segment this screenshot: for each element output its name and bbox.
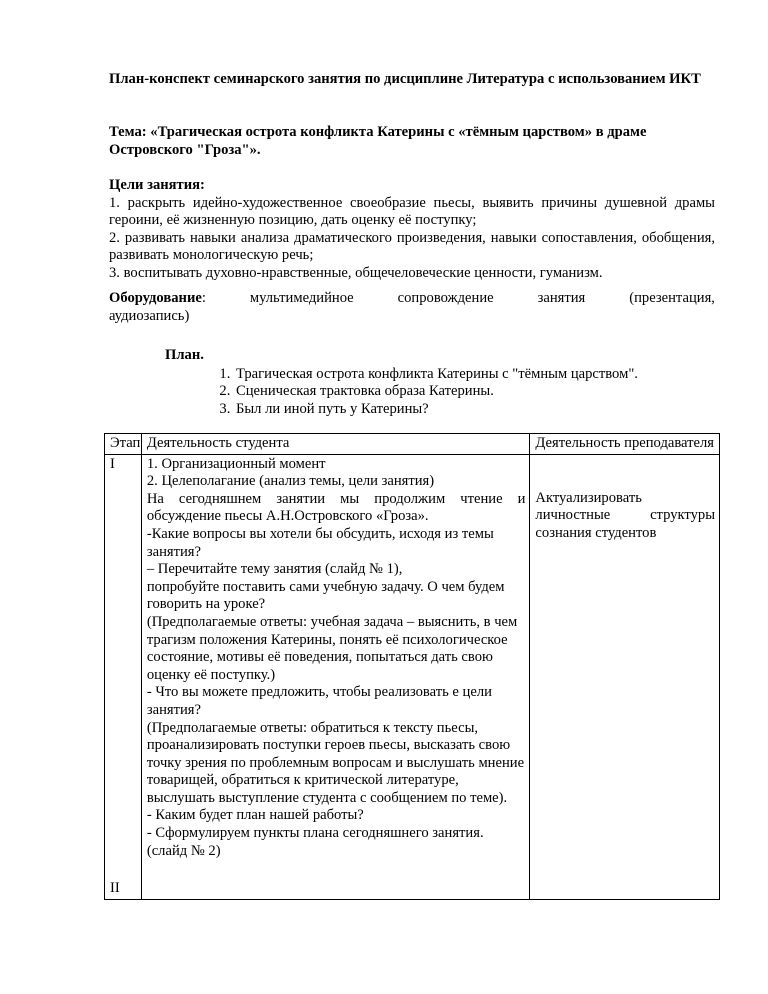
equipment-section [109, 290, 715, 325]
equipment-word: сопровождение [397, 290, 494, 306]
student-line: (Предполагаемые ответы: обратиться к тексту пьесы, проанализировать поступки героев пьесы, высказать свою точку зрения по проблемным вопросам и выслушать мнение товарищей, обратиться к критической литературе, выслушать выступление студента с сообщением по теме). [146, 719, 525, 806]
equipment-word: мультимедийное [249, 290, 354, 306]
student-activity-cell [141, 454, 530, 899]
equipment-word: (презентация, [629, 290, 715, 306]
teacher-activity-text: Актуализировать личностные структуры сознания студентов [535, 489, 715, 541]
goals-section [109, 177, 715, 283]
plan-heading: План. [165, 347, 204, 363]
stage-cell [105, 454, 142, 899]
equipment-label: Оборудование [109, 290, 202, 306]
plan-list [165, 366, 725, 419]
student-line: 2. Целеполагание (анализ темы, цели занятия) [146, 473, 435, 490]
student-line: - Каким будет план нашей работы? [146, 807, 364, 824]
goal-item: 3. воспитывать духовно-нравственные, общечеловеческие ценности, гуманизм. [109, 264, 603, 281]
student-line: - Сформулируем пункты плана сегодняшнего занятия. (слайд № 2) [146, 825, 484, 859]
student-line: - Что вы можете предложить, чтобы реализовать е цели занятия? [146, 684, 492, 718]
student-line: 1. Организационный момент [146, 455, 326, 472]
table-header-row [105, 434, 720, 455]
plan-item: 1. Трагическая острота конфликта Катерины с "тёмным царством". [234, 366, 725, 384]
equipment-line-2: аудиозапись) [109, 307, 190, 324]
stage-2-label: II [110, 880, 120, 897]
equipment-colon: : [201, 290, 206, 306]
student-line: попробуйте поставить сами учебную задачу. О чем будем говорить на уроке? [146, 578, 505, 613]
document-title: План-конспект семинарского занятия по дисциплине Литература с использованием ИКТ [109, 71, 701, 87]
plan-item: 2. Сценическая трактовка образа Катерины. [234, 383, 725, 401]
student-line: (Предполагаемые ответы: учебная задача – выяснить, в чем трагизм положения Катерины, понять её психологическое состояние, мотивы её поведения, попытаться дать свою оценку её поступку.) [146, 613, 518, 683]
lesson-topic: Тема: «Трагическая острота конфликта Катерины с «тёмным царством» в драме Островского "Гроза"». [109, 124, 647, 158]
plan-item: 3. Был ли иной путь у Катерины? [234, 401, 725, 419]
lesson-table [104, 433, 720, 900]
teacher-activity-cell [530, 454, 720, 899]
header-stage: Этап [105, 434, 142, 455]
header-teacher-activity: Деятельность преподавателя [530, 434, 720, 455]
equipment-word: занятия [537, 290, 586, 306]
student-line: На сегодняшнем занятии мы продолжим чтение и обсуждение пьесы А.Н.Островского «Гроза». [146, 490, 526, 525]
student-line: -Какие вопросы вы хотели бы обсудить, исходя из темы занятия? [146, 525, 494, 560]
plan-section [165, 347, 725, 418]
goal-item: 1. раскрыть идейно-художественное своеобразие пьесы, выявить причины душевной драмы героини, её жизненную позицию, дать оценку её поступку; [109, 194, 715, 229]
student-line: – Перечитайте тему занятия (слайд № 1), [146, 561, 403, 578]
header-student-activity: Деятельность студента [141, 434, 530, 455]
table-row [105, 454, 720, 899]
goal-item: 2. развивать навыки анализа драматического произведения, навыки сопоставления, обобщения, развивать монологическую речь; [109, 229, 715, 264]
goals-heading: Цели занятия: [109, 177, 205, 193]
stage-1-label: I [110, 455, 115, 472]
